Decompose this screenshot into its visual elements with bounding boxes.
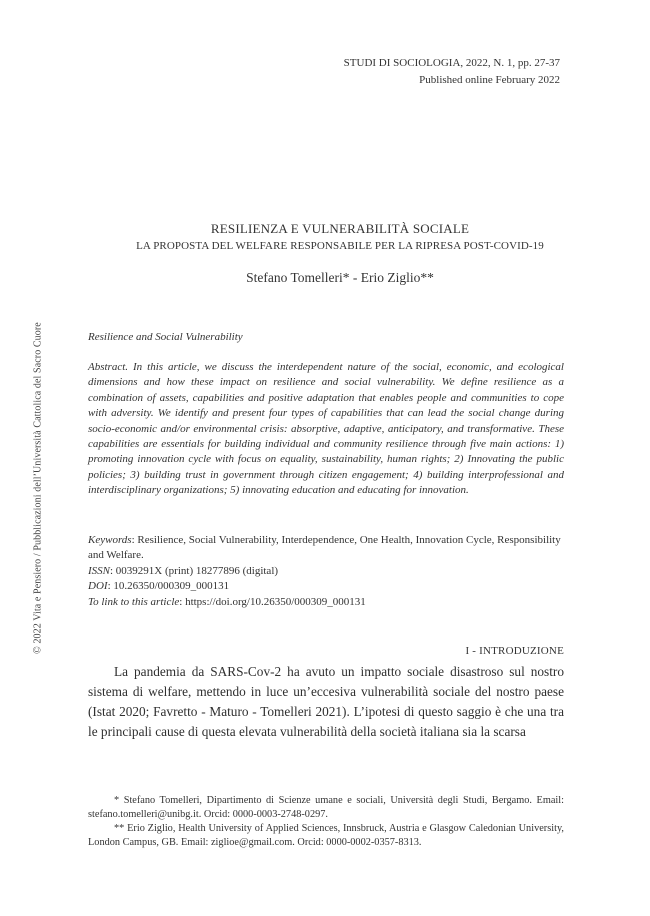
english-title: Resilience and Social Vulnerability (88, 331, 243, 343)
copyright-notice: © 2022 Vita e Pensiero / Pubblicazioni dell’Università Cattolica del Sacro Cuore (32, 322, 44, 654)
journal-header (344, 55, 560, 89)
issn-label: ISSN (88, 564, 110, 577)
authors: Stefano Tomelleri* - Erio Ziglio** (246, 270, 434, 285)
issn-line (88, 564, 564, 579)
doi-label: DOI (88, 580, 108, 593)
article-metadata (88, 533, 564, 610)
journal-citation: STUDI DI SOCIOLOGIA, 2022, N. 1, pp. 27-37 (343, 57, 560, 69)
article-title: RESILIENZA E VULNERABILITÀ SOCIALE (210, 221, 470, 236)
link-label: To link to this article (88, 595, 180, 608)
doi-line (88, 579, 564, 594)
abstract: Abstract. In this article, we discuss the interdependent nature of the social, economic, and ecological dimensions and how these impact on resilience and social vulnerability. We define resilience as a combination of assets, capabilities and positive adaptation that enables people and communities to cope with adversity. We identify and present four types of capabilities that can lead the social change during socio-economic and/or environmental crisis: absorptive, adaptive, anticipatory, and transformative. These capabilities are essentials for building individual and community resilience through five main actions: 1) promoting innovation cycle with focus on equality, sustainability, human rights; 2) Innovating the public policies; 3) building trust in government through citizen engagement; 4) building interprofessional and interdisciplinary organizations; 5) innovating education and educating for innovation. (88, 361, 564, 497)
footnote-1: * Stefano Tomelleri, Dipartimento di Scienze umane e sociali, Università degli Studi, Bergamo. Email: stefano.tomelleri@unibg.it. Orcid: 0000-0003-2748-0297. (88, 795, 564, 820)
issn-value: : 0039291X (print) 18277896 (digital) (110, 564, 279, 577)
doi-value: : 10.26350/000309_000131 (107, 580, 230, 593)
link-line (88, 595, 564, 610)
body-text (88, 662, 564, 742)
title-block (60, 220, 620, 287)
article-link[interactable]: : https://doi.org/10.26350/000309_000131 (179, 595, 366, 608)
section-heading: I - INTRODUZIONE (465, 645, 564, 657)
footnotes (88, 794, 564, 850)
keywords-label: Keywords (88, 534, 132, 546)
article-subtitle: LA PROPOSTA DEL WELFARE RESPONSABILE PER LA RIPRESA POST-COVID-19 (136, 240, 544, 252)
keywords-line (88, 533, 564, 564)
publication-date: Published online February 2022 (419, 74, 560, 86)
keywords-value: : Resilience, Social Vulnerability, Interdependence, One Health, Innovation Cycle, Responsibility and Welfare. (88, 534, 561, 562)
body-paragraph: La pandemia da SARS-Cov-2 ha avuto un impatto sociale disastroso sul nostro sistema di welfare, mettendo in luce un’eccesiva vulnerabilità sociale del nostro paese (Istat 2020; Favretto - Maturo - Tomelleri 2021). L’ipotesi di questo saggio è che una tra le principali cause di questa elevata vulnerabilità della società italiana sia la scarsa (88, 664, 564, 739)
footnote-2: ** Erio Ziglio, Health University of Applied Sciences, Innsbruck, Austria e Glasgow Caledonian University, London Campus, GB. Email: ziglioe@gmail.com. Orcid: 0000-0002-0357-8313. (88, 823, 564, 848)
